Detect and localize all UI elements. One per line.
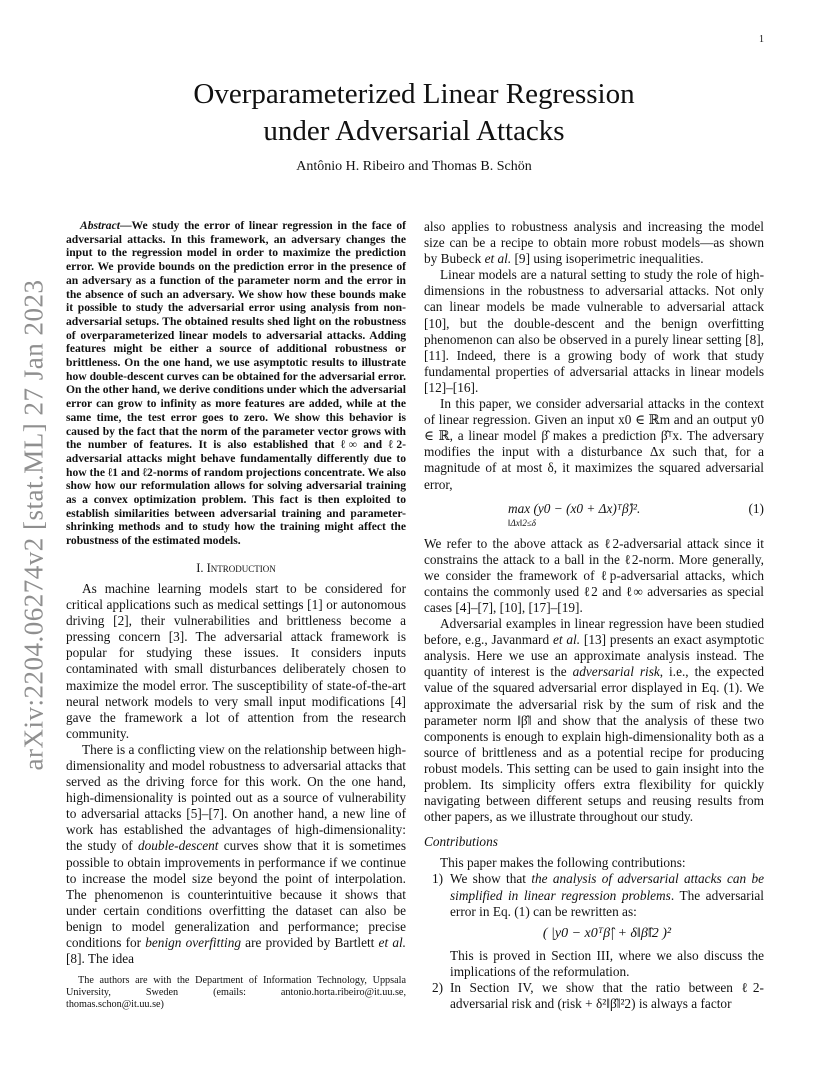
equation-1 [424, 501, 764, 527]
arxiv-id: arXiv:2204.06274v2 [stat.ML] 27 Jan 2023 [18, 279, 49, 771]
abstract-text: —We study the error of linear regression in the face of adversarial attacks. In this framework, an adversary changes the input to the regression model in order to maximize the prediction error. We provide bounds on the prediction error in the presence of an adversary as a function of the parameter norm and the error in the absence of such an adversary. We show how these bounds make it possible to study the adversarial error using analysis from non-adversarial setups. The obtained results shed light on the robustness of overparameterized linear models to adversarial attacks. Adding features might be either a source of additional robustness or brittleness. On the one hand, we use asymptotic results to illustrate how double-descent curves can be obtained for the adversarial error. On the other hand, we derive conditions under which the adversarial error can grow to infinity as more features are added, while at the same time, the test error goes to zero. We show this behavior is caused by the fact that the norm of the parameter vector grows with the number of features. It is also established that ℓ∞ and ℓ2-adversarial attacks might behave fundamentally differently due to how the ℓ1 and ℓ2-norms of random projections concentrate. We also show how our reformulation allows for solving adversarial training as a convex optimization problem. This fact is then exploited to establish similarities between adversarial training and parameter-shrinking methods and to study how the training might affect the robustness of the estimated models. [66, 219, 406, 548]
intro-paragraph-1: As machine learning models start to be considered for critical applications such as medical settings [1] or autonomous driving [2], their vulnerabilities and brittleness become a pressing concern [3]. The adversarial attack framework is popular for studying these issues. It considers inputs contaminated with small disturbances deliberately chosen to maximize the model error. The susceptibility of state-of-the-art neural network models to very small input modifications [4] gave the framework a lot of attention from the research community. [66, 580, 406, 741]
abstract-label: Abstract [80, 219, 120, 232]
contribution-item-2: 2) In Section IV, we show that the ratio between ℓ2-adversarial risk and (risk + δ²‖β̂‖²2) is always a factor [432, 980, 764, 1012]
abstract [66, 219, 406, 548]
section-heading-introduction: I. Introduction [196, 560, 276, 575]
right-column [424, 219, 764, 1012]
author-footnote: The authors are with the Department of Information Technology, Uppsala University, Sweden (emails: antonio.horta.ribeiro@it.uu.se, thomas.schon@it.uu.se) [66, 975, 406, 1011]
contributions-intro: This paper makes the following contributions: [440, 855, 686, 871]
contributions-list [424, 871, 764, 1012]
contribution-item-1-number: 1) [432, 871, 444, 887]
page-number: 1 [759, 34, 764, 45]
equation-2: ( |y0 − x0ᵀβ̂| + δ‖β̂‖2 )² [542, 925, 672, 941]
authors: Antônio H. Ribeiro and Thomas B. Schön [296, 159, 532, 174]
equation-1-number: (1) [748, 500, 764, 516]
intro-paragraph-5: We refer to the above attack as ℓ2-adversarial attack since it constrains the attack to a ball in the ℓ2-norm. More generally, we consider the framework of ℓp-adversarial attacks, which contains the commonly used ℓ2 and ℓ∞ adversaries as special cases [4]–[7], [10], [17]–[19]. [424, 535, 764, 615]
paper-title [0, 76, 828, 150]
intro-paragraph-4: In this paper, we consider adversarial attacks in the context of linear regression. Given an input x0 ∈ ℝm and an output y0 ∈ ℝ, a linear model β̂ makes a prediction β̂ᵀx. The adversary modifies the input with a disturbance Δx such that, for a magnitude of at most δ, it maximizes the squared adversarial error, [424, 396, 764, 492]
intro-paragraph-2: There is a conflicting view on the relationship between high-dimensionality and model robustness to adversarial attacks that served as the driving force for this work. On the one hand, high-dimensionality is pointed out as a source of vulnerability to adversarial attacks [5]–[7]. On another hand, a new line of work has established the advantages of high-dimensionality: the study of double-descent curves show that it is sometimes possible to obtain improvements in performance if we continue to increase the model size beyond the point of interpolation. The phenomenon is counterintuitive because it shows that under certain conditions overfitting the dataset can also be benign to model generalization and performance; precise conditions for benign overfitting are provided by Bartlett et al. [8]. The idea [66, 741, 407, 967]
arxiv-identifier-sidebar [14, 279, 54, 771]
contribution-item-2-number: 2) [432, 980, 444, 996]
equation-1-expression: max (y0 − (x0 + Δx)ᵀβ̂)². [508, 500, 641, 516]
title-line-1: Overparameterized Linear Regression [193, 78, 635, 110]
contributions-heading: Contributions [424, 834, 498, 850]
title-line-2: under Adversarial Attacks [263, 115, 565, 147]
intro-paragraph-6: Adversarial examples in linear regression have been studied before, e.g., Javanmard et al. [13] presents an exact asymptotic analysis. Here we use an approximate analysis instead. The quantity of interest is the adversarial risk, i.e., the expected value of the squared adversarial error displayed in Eq. (1). We approximate the adversarial risk by the sum of risk and the parameter norm ‖β̂‖ and show that the analysis of these two components is enough to explain high-dimensionality both as a source of brittleness and as a potential recipe for producing robust models. This setting can be used to gain insight into the problem. Its simplicity offers extra flexibility for quickly navigating between different setups and reusing results from other papers, as we illustrate throughout our study. [424, 616, 765, 825]
left-column [66, 219, 406, 967]
intro-paragraph-continued: also applies to robustness analysis and increasing the model size can be a recipe to obtain more robust models—as shown by Bubeck et al. [9] using isoperimetric inequalities. [424, 219, 764, 267]
contribution-item-1-note: This is proved in Section III, where we also discuss the implications of the reformulation. [450, 947, 764, 979]
intro-paragraph-3: Linear models are a natural setting to study the role of high-dimensions in the robustness to adversarial attacks. Not only can linear models be made vulnerable to adversarial attack [10], but the double-descent and the benign overfitting phenomenon can also be observed in a purely linear setting [8], [11]. Indeed, there is a growing body of work that study fundamental properties of adversarial attacks in linear models [12]–[16]. [424, 267, 764, 395]
equation-1-constraint: ‖Δx‖2≤δ [508, 517, 536, 528]
contribution-item-1: 1) We show that the analysis of adversarial attacks can be simplified in linear regression problems. The adversarial error in Eq. (1) can be rewritten as: ( |y0 − x0ᵀβ̂| + δ‖β̂‖2 )² This is proved in Section III, where we also discuss the implications of the reformulation. [432, 871, 765, 979]
